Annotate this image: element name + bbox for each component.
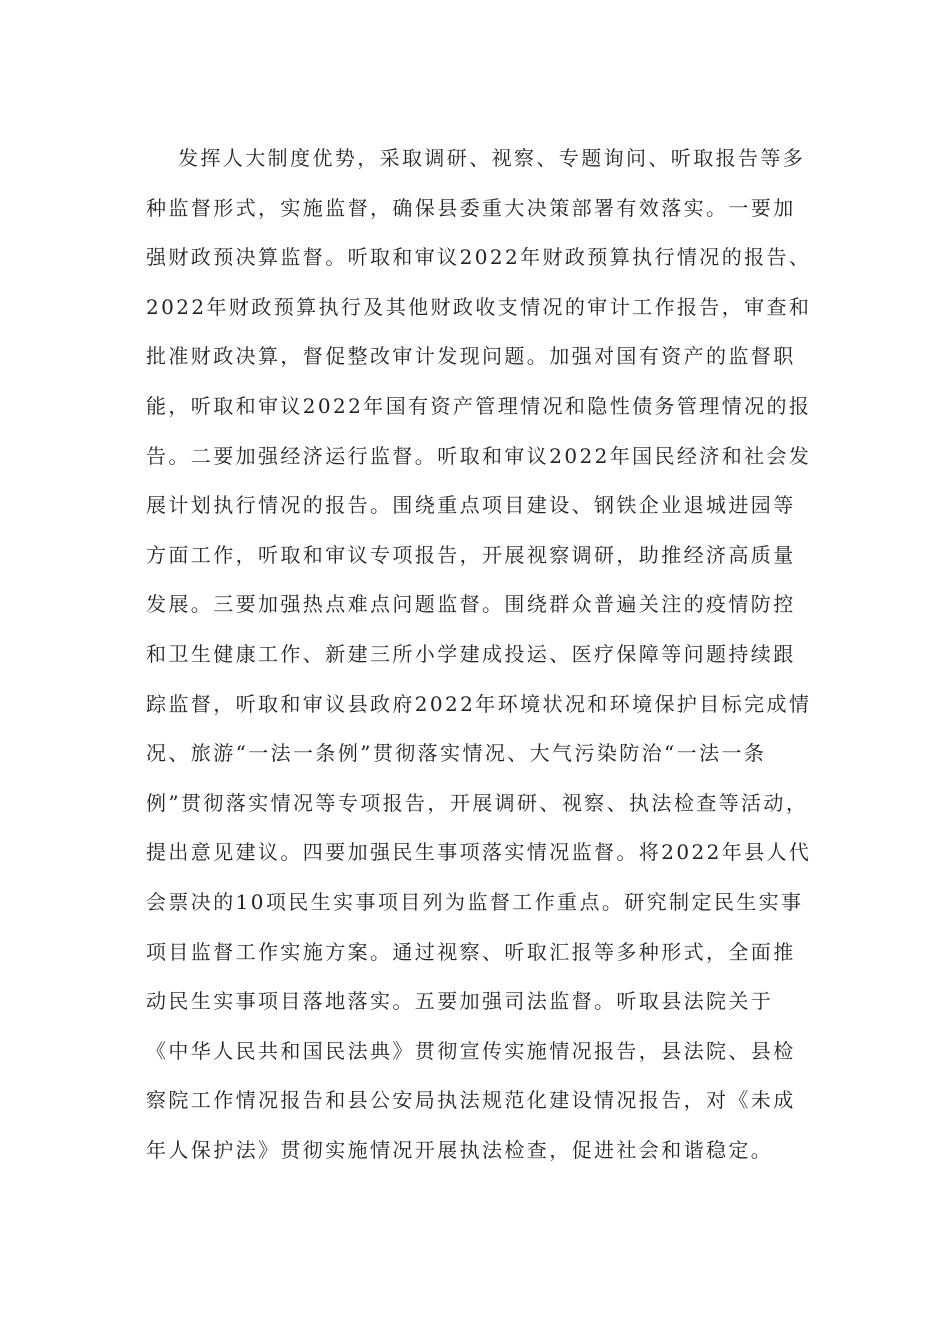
paragraph-line: 发挥人大制度优势，采取调研、视察、专题询问、听取报告等多 bbox=[178, 146, 806, 170]
paragraph-line: 能，听取和审议2022年国有资产管理情况和隐性债务管理情况的报 bbox=[146, 393, 812, 418]
paragraph-line: 会票决的10项民生实事项目列为监督工作重点。研究制定民生实事 bbox=[146, 889, 804, 914]
paragraph-line: 况、旅游“一法一条例”贯彻落实情况、大气污染防治“一法一条 bbox=[146, 741, 767, 766]
paragraph-line: 批准财政决算，督促整改审计发现问题。加强对国有资产的监督职 bbox=[146, 344, 796, 369]
paragraph-line: 种监督形式，实施监督，确保县委重大决策部署有效落实。一要加 bbox=[146, 195, 796, 220]
paragraph-line: 项目监督工作实施方案。通过视察、听取汇报等多种形式，全面推 bbox=[146, 939, 796, 964]
paragraph-line: 察院工作情况报告和县公安局执法规范化建设情况报告，对《未成 bbox=[146, 1088, 796, 1113]
paragraph-line: 提出意见建议。四要加强民生事项落实情况监督。将2022年县人代 bbox=[146, 840, 812, 865]
paragraph-line: 展计划执行情况的报告。围绕重点项目建设、钢铁企业退城进园等 bbox=[146, 493, 796, 518]
paragraph-line: 《中华人民共和国民法典》贯彻宣传实施情况报告，县法院、县检 bbox=[146, 1038, 796, 1063]
paragraph-line: 告。二要加强经济运行监督。听取和审议2022年国民经济和社会发 bbox=[146, 443, 812, 468]
paragraph-line: 例”贯彻落实情况等专项报告，开展调研、视察、执法检查等活动， bbox=[146, 790, 809, 815]
paragraph-line: 动民生实事项目落地落实。五要加强司法监督。听取县法院关于 bbox=[146, 989, 774, 1014]
paragraph-line: 强财政预决算监督。听取和审议2022年财政预算执行情况的报告、 bbox=[146, 245, 812, 270]
paragraph-line: 方面工作，听取和审议专项报告，开展视察调研，助推经济高质量 bbox=[146, 542, 796, 567]
paragraph-line: 踪监督，听取和审议县政府2022年环境状况和环境保护目标完成情 bbox=[146, 691, 812, 716]
paragraph-line: 2022年财政预算执行及其他财政收支情况的审计工作报告，审查和 bbox=[146, 294, 812, 319]
body-paragraph bbox=[146, 134, 826, 1175]
paragraph-line: 发展。三要加强热点难点问题监督。围绕群众普遍关注的疫情防控 bbox=[146, 592, 796, 617]
paragraph-line: 和卫生健康工作、新建三所小学建成投运、医疗保障等问题持续跟 bbox=[146, 641, 796, 666]
paragraph-line: 年人保护法》贯彻实施情况开展执法检查，促进社会和谐稳定。 bbox=[146, 1137, 774, 1162]
